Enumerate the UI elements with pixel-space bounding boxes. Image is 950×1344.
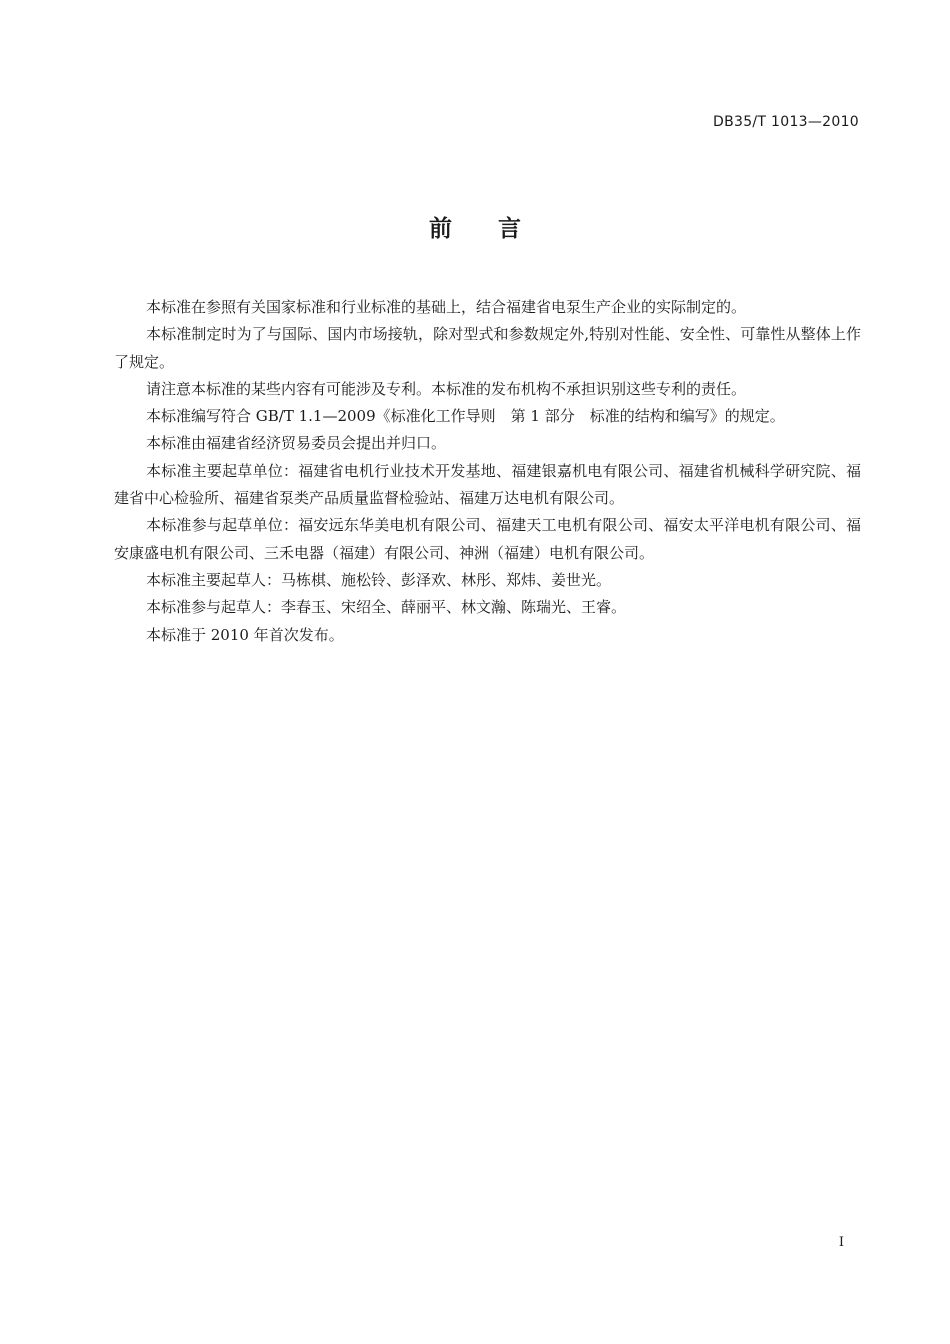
paragraph-drafting-rules: 本标准编写符合 GB/T 1.1—2009《标准化工作导则 第 1 部分 标准的结构和编写》的规定。 <box>146 407 785 426</box>
title-char-1: 前 <box>429 216 452 242</box>
paragraph-main-drafting-units: 本标准主要起草单位：福建省电机行业技术开发基地、福建银嘉机电有限公司、福建省机械科学研究院、福建省中心检验所、福建省泵类产品质量监督检验站、福建万达电机有限公司。 <box>114 461 861 508</box>
paragraph-main-drafters: 本标准主要起草人：马栋棋、施松铃、彭泽欢、林彤、郑炜、姜世光。 <box>146 570 612 589</box>
paragraph-participating-units: 本标准参与起草单位：福安远东华美电机有限公司、福建天工电机有限公司、福安太平洋电机有限公司、福安康盛电机有限公司、三禾电器（福建）有限公司、神洲（福建）电机有限公司。 <box>114 516 861 562</box>
title-char-2: 言 <box>498 216 521 242</box>
page-title <box>0 210 950 243</box>
paragraph-proposer: 本标准由福建省经济贸易委员会提出并归口。 <box>146 434 447 453</box>
paragraph-patent-notice: 请注意本标准的某些内容有可能涉及专利。本标准的发布机构不承担识别这些专利的责任。 <box>146 379 747 398</box>
paragraph-purpose: 本标准制定时为了与国际、国内市场接轨，除对型式和参数规定外,特别对性能、安全性、可靠性从整体上作了规定。 <box>114 325 861 371</box>
paragraph-reference: 本标准在参照有关国家标准和行业标准的基础上，结合福建省电泵生产企业的实际制定的。 <box>146 298 747 316</box>
paragraph-participating-drafters: 本标准参与起草人：李春玉、宋绍全、薛丽平、林文瀚、陈瑞光、王睿。 <box>146 598 627 617</box>
standard-code: DB35/T 1013—2010 <box>713 114 859 130</box>
foreword-body <box>114 294 861 649</box>
paragraph-first-release: 本标准于 2010 年首次发布。 <box>146 625 344 644</box>
page-number: I <box>838 1235 844 1250</box>
